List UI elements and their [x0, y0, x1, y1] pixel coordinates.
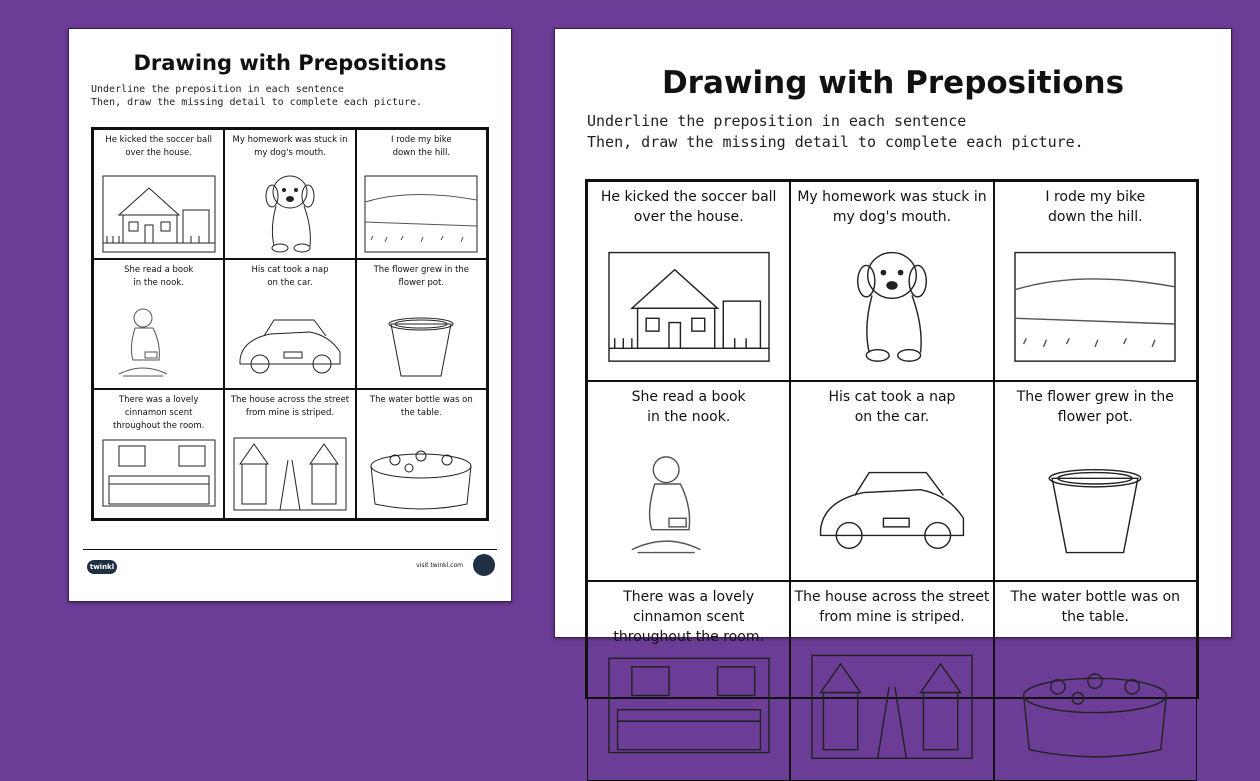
hill-illustration: [361, 170, 481, 254]
cell-caption: There was a lovely cinnamon scent throughout the room.: [112, 395, 205, 431]
grid-cell: [790, 181, 993, 381]
table-illustration: [1003, 644, 1187, 764]
pot-illustration: [1003, 444, 1187, 564]
dog-illustration: [230, 170, 350, 254]
grid-cell: [587, 581, 790, 781]
cell-caption: There was a lovely cinnamon scent throughout the room.: [613, 589, 764, 645]
cell-caption: She read a book in the nook.: [124, 265, 194, 288]
badge-icon: [473, 554, 495, 576]
car-illustration: [230, 300, 350, 384]
cell-caption: His cat took a nap on the car.: [828, 389, 956, 425]
grid-cell: [790, 581, 993, 781]
grid-cell: [356, 389, 487, 519]
hill-illustration: [1003, 244, 1187, 364]
girl-illustration: [99, 300, 219, 384]
footer-url: visit twinkl.com: [416, 562, 463, 569]
cell-caption: He kicked the soccer ball over the house.: [600, 189, 777, 225]
house-illustration: [597, 244, 781, 364]
kitchen-illustration: [99, 430, 219, 514]
grid-cell: [587, 381, 790, 581]
grid-cell: [994, 381, 1197, 581]
grid-cell: [356, 129, 487, 259]
cell-caption: The house across the street from mine is striped.: [230, 395, 350, 418]
cell-caption: She read a book in the nook.: [631, 389, 746, 425]
picture-grid: [585, 179, 1199, 699]
grid-cell: [224, 129, 355, 259]
instructions: [587, 111, 1084, 153]
instruction-line-1: Underline the preposition in each sentence: [587, 112, 967, 130]
instruction-line-2: Then, draw the missing detail to complete each picture.: [587, 133, 1084, 151]
grid-cell: [93, 129, 224, 259]
worksheet-title: Drawing with Prepositions: [133, 51, 447, 75]
cell-caption: The flower grew in the flower pot.: [373, 265, 470, 288]
worksheet-preview-small: [68, 28, 512, 602]
cell-caption: My homework was stuck in my dog's mouth.: [797, 189, 987, 225]
cell-caption: The water bottle was on the table.: [369, 395, 473, 418]
instruction-line-1: Underline the preposition in each sentence: [91, 84, 344, 95]
cell-caption: The flower grew in the flower pot.: [1016, 389, 1174, 425]
cell-caption: His cat took a nap on the car.: [251, 265, 329, 288]
picture-grid: [91, 127, 489, 521]
grid-cell: [224, 389, 355, 519]
grid-cell: [93, 389, 224, 519]
street-illustration: [800, 644, 984, 764]
girl-illustration: [597, 444, 781, 564]
worksheet-preview-large: [554, 28, 1232, 645]
dog-illustration: [800, 244, 984, 364]
cell-caption: The water bottle was on the table.: [1010, 589, 1181, 625]
grid-cell: [994, 181, 1197, 381]
worksheet-title: Drawing with Prepositions: [661, 65, 1125, 101]
car-illustration: [800, 444, 984, 564]
street-illustration: [230, 430, 350, 514]
grid-cell: [224, 259, 355, 389]
cell-caption: The house across the street from mine is striped.: [794, 589, 990, 625]
grid-cell: [790, 381, 993, 581]
grid-cell: [587, 181, 790, 381]
cell-caption: My homework was stuck in my dog's mouth.: [232, 135, 348, 158]
grid-cell: [93, 259, 224, 389]
pot-illustration: [361, 300, 481, 384]
footer: [83, 549, 497, 585]
house-illustration: [99, 170, 219, 254]
cell-caption: I rode my bike down the hill.: [1045, 189, 1146, 225]
cell-caption: He kicked the soccer ball over the house.: [105, 135, 212, 158]
grid-cell: [994, 581, 1197, 781]
grid-cell: [356, 259, 487, 389]
instruction-line-2: Then, draw the missing detail to complete each picture.: [91, 97, 423, 108]
instructions: [91, 83, 422, 109]
kitchen-illustration: [597, 644, 781, 764]
cell-caption: I rode my bike down the hill.: [390, 135, 452, 158]
twinkl-logo: twinkl: [87, 560, 117, 574]
table-illustration: [361, 430, 481, 514]
